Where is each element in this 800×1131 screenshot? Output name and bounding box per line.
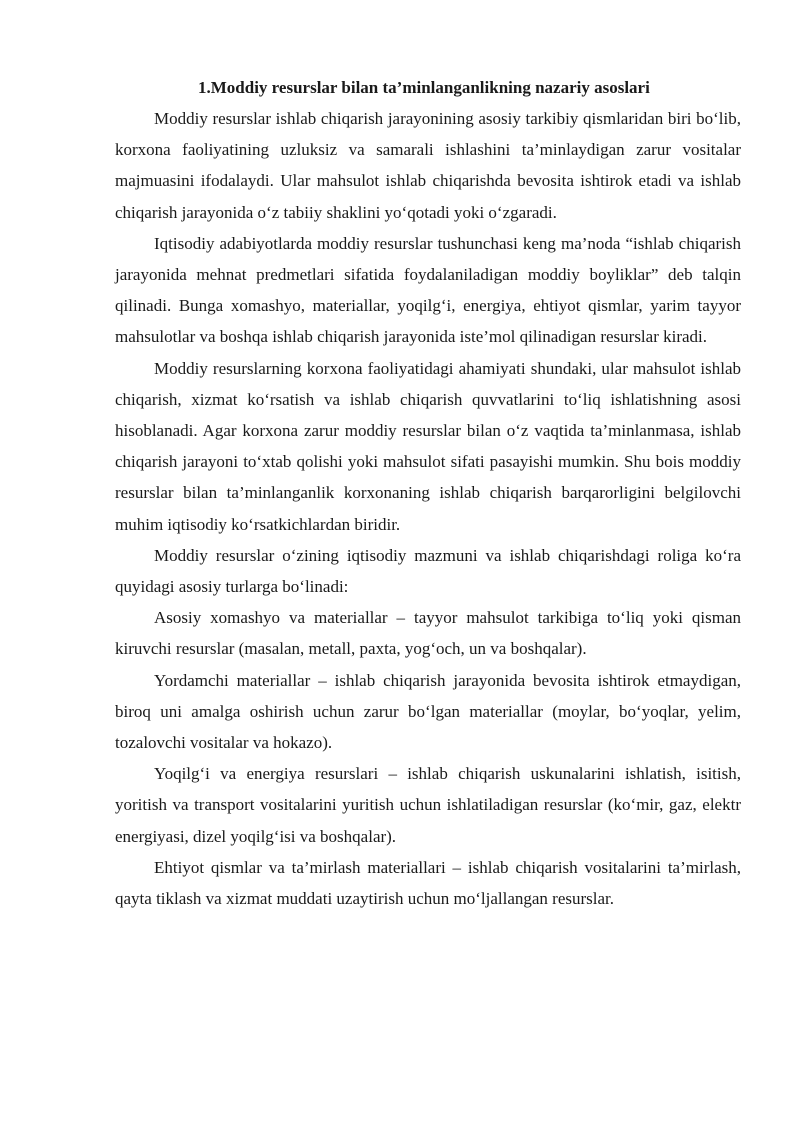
- paragraph-spare-parts: Ehtiyot qismlar va ta’mirlash materiallari – ishlab chiqarish vositalarini ta’mirlash, qayta tiklash va xizmat muddati uzaytirish uchun mo‘ljallangan resurslar.: [115, 857, 741, 909]
- section-title: 1.Moddiy resurslar bilan ta’minlanganlikning nazariy asoslari: [198, 78, 650, 97]
- paragraph-auxiliary-materials: Yordamchi materiallar – ishlab chiqarish jarayonida bevosita ishtirok etmaydigan, biroq uni amalga oshirish uchun zarur bo‘lgan materiallar (moylar, bo‘yoqlar, yelim, tozalovchi vositalar va hokazo).: [115, 670, 741, 753]
- paragraph-economic-literature: Iqtisodiy adabiyotlarda moddiy resurslar tushunchasi keng ma’noda “ishlab chiqarish jarayonida mehnat predmetlari sifatida foydalaniladigan moddiy boyliklar” deb talqin qilinadi. Bunga xomashyo, materiallar, yoqilg‘i, energiya, ehtiyot qismlar, yarim tayyor mahsulotlar va boshqa ishlab chiqarish jarayonida iste’mol qilinadigan resurslar kiradi.: [115, 233, 741, 347]
- paragraph-definition: Moddiy resurslar ishlab chiqarish jarayonining asosiy tarkibiy qismlaridan biri bo‘lib, korxona faoliyatining uzluksiz va samarali ishlashini ta’minlaydigan zarur vositalar majmuasini ifodalaydi. Ular mahsulot ishlab chiqarishda bevosita ishtirok etadi va ishlab chiqarish jarayonida o‘z tabiiy shaklini yo‘qotadi yoki o‘zgaradi.: [115, 109, 741, 222]
- paragraph-classification-intro: Moddiy resurslar o‘zining iqtisodiy mazmuni va ishlab chiqarishdagi roliga ko‘ra quyidagi asosiy turlarga bo‘linadi:: [115, 545, 741, 597]
- document-body: [115, 72, 741, 914]
- paragraph-importance: Moddiy resurslarning korxona faoliyatidagi ahamiyati shundaki, ular mahsulot ishlab chiqarish, xizmat ko‘rsatish va ishlab chiqarish quvvatlarini to‘liq ishlatishning asosi hisoblanadi. Agar korxona zarur moddiy resurslar bilan o‘z vaqtida ta’minlanmasa, ishlab chiqarish jarayoni to‘xtab qolishi yoki mahsulot sifati pasayishi mumkin. Shu bois moddiy resurslar bilan ta’minlanganlik korxonaning ishlab chiqarish barqarorligini belgilovchi muhim iqtisodiy ko‘rsatkichlardan biridir.: [115, 358, 741, 534]
- paragraph-raw-materials: Asosiy xomashyo va materiallar – tayyor mahsulot tarkibiga to‘liq yoki qisman kiruvchi resurslar (masalan, metall, paxta, yog‘och, un va boshqalar).: [115, 608, 741, 659]
- paragraph-fuel-energy: Yoqilg‘i va energiya resurslari – ishlab chiqarish uskunalarini ishlatish, isitish, yoritish va transport vositalarini yuritish uchun ishlatiladigan resurslar (ko‘mir, gaz, elektr energiyasi, dizel yoqilg‘isi va boshqalar).: [115, 764, 741, 846]
